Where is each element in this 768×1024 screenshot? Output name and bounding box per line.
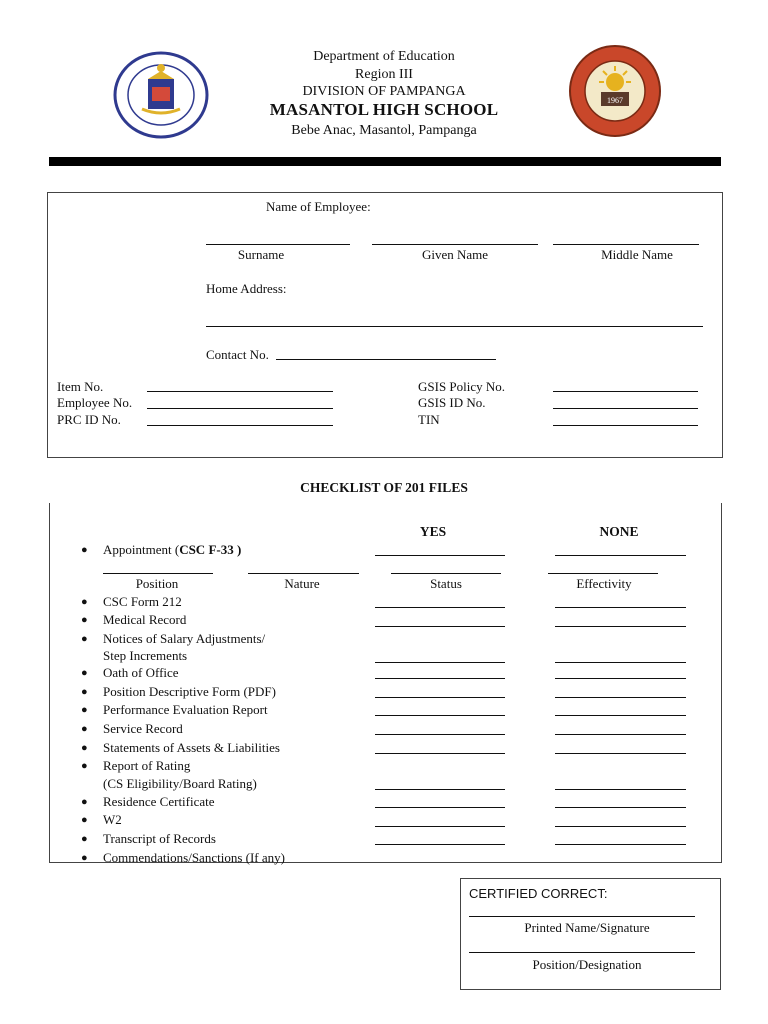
status-field[interactable] — [391, 573, 501, 574]
contact-label: Contact No. — [206, 347, 269, 362]
gsis-policy-field[interactable] — [553, 391, 698, 392]
nature-label: Nature — [284, 576, 320, 591]
none-field[interactable] — [555, 697, 686, 698]
effectivity-label: Effectivity — [576, 576, 632, 591]
appointment-none-field[interactable] — [555, 555, 686, 556]
employee-no-label: Employee No. — [57, 395, 133, 410]
printed-name-label: Printed Name/Signature — [524, 920, 650, 935]
none-field[interactable] — [555, 734, 686, 735]
effectivity-field[interactable] — [548, 573, 658, 574]
appointment-label: Appointment (CSC F-33 ) — [103, 542, 242, 557]
tin-label: TIN — [418, 412, 440, 427]
none-field[interactable] — [555, 807, 686, 808]
certified-correct-label: CERTIFIED CORRECT: — [469, 886, 608, 901]
none-field[interactable] — [555, 826, 686, 827]
surname-label: Surname — [237, 247, 285, 262]
none-field[interactable] — [555, 844, 686, 845]
printed-name-field[interactable] — [469, 916, 695, 917]
yes-field[interactable] — [375, 678, 505, 679]
bullet: ● — [81, 796, 88, 808]
department-heading: Department of Education — [313, 49, 455, 64]
nature-field[interactable] — [248, 573, 359, 574]
yes-field[interactable] — [375, 626, 505, 627]
yes-field[interactable] — [375, 789, 505, 790]
surname-field[interactable] — [206, 244, 350, 245]
gsis-id-field[interactable] — [553, 408, 698, 409]
gsis-policy-label: GSIS Policy No. — [418, 379, 506, 394]
position-field[interactable] — [103, 573, 213, 574]
yes-field[interactable] — [375, 844, 505, 845]
yes-field[interactable] — [375, 807, 505, 808]
status-label: Status — [430, 576, 462, 591]
yes-field[interactable] — [375, 753, 505, 754]
middle-name-label: Middle Name — [601, 247, 673, 262]
prc-id-label: PRC ID No. — [57, 412, 121, 427]
checklist-item: Transcript of Records — [103, 831, 216, 846]
contact-field[interactable] — [276, 359, 496, 360]
bullet: ● — [81, 760, 88, 772]
checklist-item: Commendations/Sanctions (If any) — [103, 850, 285, 865]
yes-column-header: YES — [419, 524, 447, 539]
checklist-item: Medical Record — [103, 612, 187, 627]
checklist-item: Statements of Assets & Liabilities — [103, 740, 280, 755]
none-field[interactable] — [555, 662, 686, 663]
checklist-item: Notices of Salary Adjustments/ — [103, 631, 266, 646]
none-field[interactable] — [555, 789, 686, 790]
none-column-header: NONE — [599, 524, 639, 539]
checklist-item: Service Record — [103, 721, 183, 736]
employee-no-field[interactable] — [147, 408, 333, 409]
none-field[interactable] — [555, 715, 686, 716]
yes-field[interactable] — [375, 826, 505, 827]
home-address-label: Home Address: — [206, 281, 287, 296]
home-address-field[interactable] — [206, 326, 703, 327]
checklist-item: Oath of Office — [103, 665, 179, 680]
checklist-item: CSC Form 212 — [103, 594, 182, 609]
bullet: ● — [81, 852, 88, 864]
tin-field[interactable] — [553, 425, 698, 426]
gsis-id-label: GSIS ID No. — [418, 395, 486, 410]
name-of-employee-label: Name of Employee: — [266, 199, 371, 214]
appointment-yes-field[interactable] — [375, 555, 505, 556]
bullet: ● — [81, 544, 88, 556]
bullet: ● — [81, 742, 88, 754]
given-name-label: Given Name — [421, 247, 489, 262]
checklist-box — [49, 503, 722, 863]
item-no-field[interactable] — [147, 391, 333, 392]
middle-name-field[interactable] — [553, 244, 699, 245]
bullet: ● — [81, 723, 88, 735]
school-name: MASANTOL HIGH SCHOOL — [269, 100, 499, 119]
given-name-field[interactable] — [372, 244, 538, 245]
checklist-item: Report of Rating — [103, 758, 191, 773]
none-field[interactable] — [555, 607, 686, 608]
checklist-item-continuation: Step Increments — [103, 648, 188, 663]
checklist-item: Performance Evaluation Report — [103, 702, 268, 717]
bullet: ● — [81, 833, 88, 845]
checklist-item-continuation: (CS Eligibility/Board Rating) — [103, 776, 257, 791]
position-label: Position — [135, 576, 179, 591]
bullet: ● — [81, 667, 88, 679]
region-heading: Region III — [355, 67, 413, 82]
bullet: ● — [81, 633, 88, 645]
bullet: ● — [81, 614, 88, 626]
bullet: ● — [81, 814, 88, 826]
header-divider — [49, 157, 721, 166]
bullet: ● — [81, 596, 88, 608]
position-designation-field[interactable] — [469, 952, 695, 953]
yes-field[interactable] — [375, 734, 505, 735]
yes-field[interactable] — [375, 697, 505, 698]
none-field[interactable] — [555, 678, 686, 679]
position-designation-label: Position/Designation — [532, 957, 642, 972]
none-field[interactable] — [555, 626, 686, 627]
checklist-item: Residence Certificate — [103, 794, 215, 809]
item-no-label: Item No. — [57, 379, 104, 394]
school-address: Bebe Anac, Masantol, Pampanga — [291, 123, 477, 138]
none-field[interactable] — [555, 753, 686, 754]
yes-field[interactable] — [375, 715, 505, 716]
bullet: ● — [81, 704, 88, 716]
employee-info-box — [47, 192, 723, 458]
checklist-item: Position Descriptive Form (PDF) — [103, 684, 276, 699]
checklist-title: CHECKLIST OF 201 FILES — [300, 480, 468, 495]
checklist-item: W2 — [103, 812, 122, 827]
division-heading: DIVISION OF PAMPANGA — [302, 84, 466, 99]
yes-field[interactable] — [375, 662, 505, 663]
prc-id-field[interactable] — [147, 425, 333, 426]
yes-field[interactable] — [375, 607, 505, 608]
bullet: ● — [81, 686, 88, 698]
svg-text:1967: 1967 — [607, 96, 623, 105]
